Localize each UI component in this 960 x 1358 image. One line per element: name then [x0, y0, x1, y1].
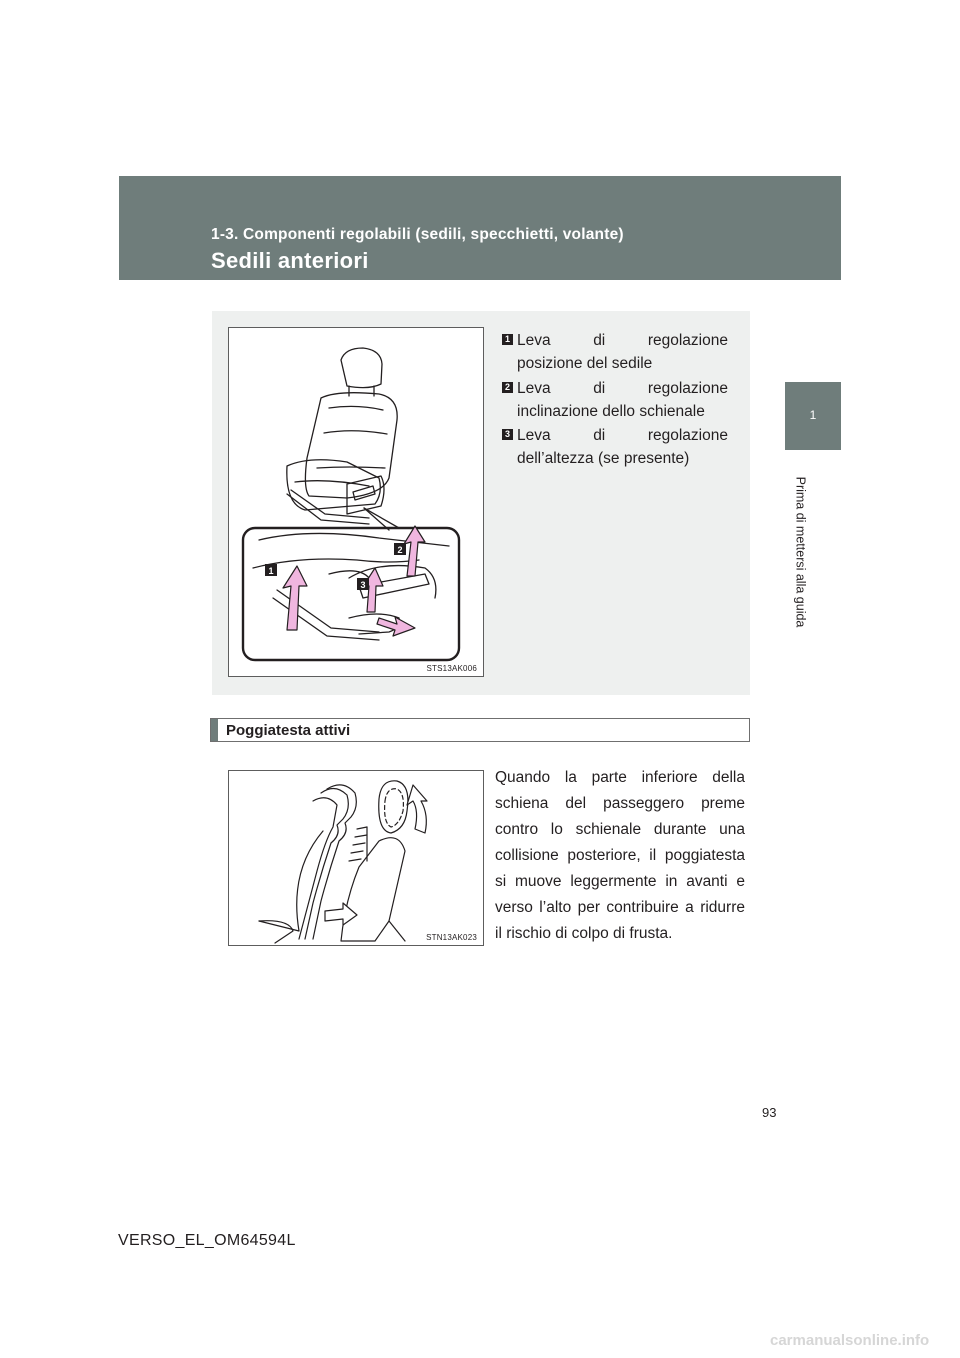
arrow-down-icon [377, 617, 415, 636]
item-word: di [593, 332, 606, 349]
list-item-backrest-recline [497, 377, 728, 423]
item-marker: 3 [502, 429, 513, 440]
item-line-rest: dell’altezza (se presente) [517, 450, 690, 467]
callout-1-text: 1 [268, 566, 274, 576]
item-word: Leva [517, 332, 551, 349]
item-marker: 2 [502, 382, 513, 393]
figure-code: STN13AK023 [426, 933, 477, 942]
chapter-number: 1 [809, 408, 817, 422]
page-header [119, 176, 841, 280]
seat-adjustment-figure [228, 327, 484, 677]
item-line [497, 424, 728, 447]
item-word: Leva [517, 427, 551, 444]
item-word: Leva [517, 380, 551, 397]
figure-code: STS13AK006 [426, 664, 477, 673]
item-word: di [593, 380, 606, 397]
subsection-bar [211, 719, 218, 741]
subsection-title: Poggiatesta attivi [226, 722, 351, 739]
item-word: regolazione [647, 380, 728, 397]
section-title: 1-3. Componenti regolabili (sedili, specchietti, volante) [211, 226, 624, 243]
arrow-up-icon-headrest [407, 785, 427, 833]
item-line [497, 377, 728, 400]
item-line-rest: inclinazione dello schienale [517, 403, 705, 420]
arrow-right-icon-push [325, 903, 357, 925]
arrow-up-icon-2 [404, 526, 425, 576]
chapter-side-label [790, 462, 810, 642]
list-item-height-adjust [497, 424, 728, 470]
page-title: Sedili anteriori [211, 248, 369, 273]
page-number: 93 [762, 1105, 777, 1120]
subsection-header [210, 718, 750, 742]
list-item-seat-position [497, 329, 728, 375]
callout-2-text: 2 [397, 545, 403, 555]
seat-illustration [229, 328, 483, 676]
document-footer-code: VERSO_EL_OM64594L [118, 1232, 296, 1249]
item-word: regolazione [647, 332, 728, 349]
headrest-illustration [229, 771, 483, 945]
item-line-rest: posizione del sedile [517, 355, 653, 372]
item-marker: 1 [502, 334, 513, 345]
item-word: di [593, 427, 606, 444]
watermark: carmanualsonline.info [770, 1332, 930, 1349]
item-word: regolazione [647, 427, 728, 444]
headrest-description: Quando la parte inferiore della schiena del passeggero preme contro lo schienale durante una collisione posteriore, il poggiatesta si muove leggermente in avanti e verso l’alto per contribuire a ridurre il rischio di colpo di frusta. [495, 769, 745, 942]
chapter-title: Prima di mettersi alla guida [793, 476, 808, 628]
arrow-up-icon-1 [283, 566, 307, 630]
callout-3-text: 3 [360, 580, 366, 590]
item-line [497, 329, 728, 352]
chapter-tab [785, 382, 841, 450]
active-headrest-figure [228, 770, 484, 946]
